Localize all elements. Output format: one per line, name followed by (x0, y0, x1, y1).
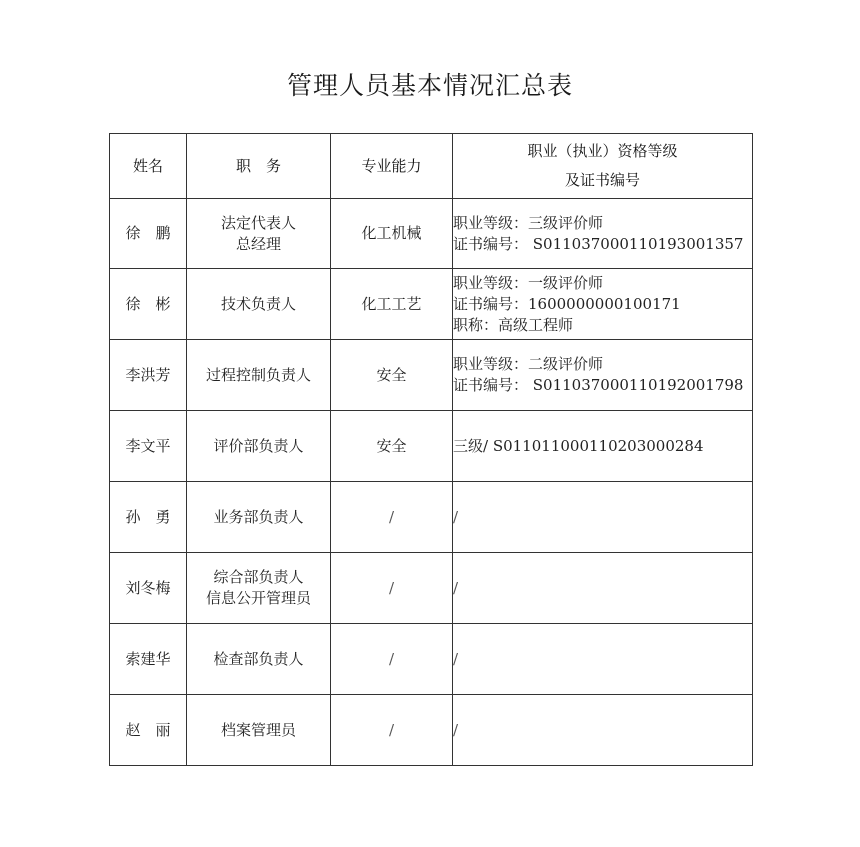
cert-line: / (453, 507, 459, 526)
header-specialty: 专业能力 (331, 134, 453, 199)
cell-role (187, 553, 331, 624)
cell-cert (453, 269, 753, 340)
header-role: 职 务 (187, 134, 331, 199)
cell-cert (453, 695, 753, 766)
role-line: 过程控制负责人 (205, 365, 311, 384)
cert-line: / (453, 649, 459, 668)
cert-line: 证书编号： S011037000110193001357 (453, 234, 744, 253)
role-line: 综合部负责人 (213, 568, 304, 586)
cell-name: 李文平 (110, 411, 187, 482)
table-row (110, 269, 753, 340)
cell-role (187, 695, 331, 766)
header-cert (453, 134, 753, 199)
management-summary-table (109, 133, 753, 766)
cell-specialty: / (331, 553, 453, 624)
cell-specialty: / (331, 695, 453, 766)
role-line: 信息公开管理员 (205, 589, 311, 607)
table-body (110, 199, 753, 766)
cert-line: 证书编号：1600000000100171 (453, 294, 681, 313)
cell-cert (453, 199, 753, 269)
role-line: 档案管理员 (220, 720, 296, 739)
cell-role (187, 411, 331, 482)
cell-cert (453, 553, 753, 624)
cell-cert (453, 624, 753, 695)
table-row (110, 695, 753, 766)
cell-name: 刘冬梅 (110, 553, 187, 624)
cell-name: 李洪芳 (110, 340, 187, 411)
cell-name: 索建华 (110, 624, 187, 695)
cell-cert (453, 411, 753, 482)
table-row (110, 411, 753, 482)
cell-specialty: 化工工艺 (331, 269, 453, 340)
table-row (110, 340, 753, 411)
table-row (110, 553, 753, 624)
cert-line: / (453, 578, 459, 597)
cell-name: 赵 丽 (110, 695, 187, 766)
role-line: 检查部负责人 (213, 649, 304, 668)
cert-line: 职称：高级工程师 (453, 315, 574, 334)
cert-line: 三级/ S011011000110203000284 (453, 436, 704, 455)
cell-name: 徐 彬 (110, 269, 187, 340)
cell-name: 孙 勇 (110, 482, 187, 553)
cert-line: 职业等级：三级评价师 (453, 213, 604, 232)
table-row (110, 624, 753, 695)
role-line: 总经理 (235, 234, 281, 253)
cell-role (187, 199, 331, 269)
role-line: 业务部负责人 (213, 507, 304, 526)
cell-specialty: 安全 (331, 411, 453, 482)
cell-role (187, 340, 331, 411)
cell-cert (453, 340, 753, 411)
table-row (110, 199, 753, 269)
cell-specialty: / (331, 482, 453, 553)
cell-specialty: 化工机械 (331, 199, 453, 269)
table-row (110, 482, 753, 553)
cell-cert (453, 482, 753, 553)
header-name: 姓名 (110, 134, 187, 199)
cell-role (187, 482, 331, 553)
cell-specialty: / (331, 624, 453, 695)
header-cert-line1: 职业（执业）资格等级 (527, 142, 678, 160)
cert-line: 职业等级：二级评价师 (453, 355, 604, 373)
cell-specialty: 安全 (331, 340, 453, 411)
cell-role (187, 624, 331, 695)
role-line: 技术负责人 (220, 294, 296, 313)
table-header-row (110, 134, 753, 199)
cert-line: 证书编号： S011037000110192001798 (453, 376, 744, 394)
page-title: 管理人员基本情况汇总表 (286, 71, 573, 100)
cell-name: 徐 鹏 (110, 199, 187, 269)
cell-role (187, 269, 331, 340)
cert-line: 职业等级：一级评价师 (453, 273, 604, 292)
header-cert-line2: 及证书编号 (564, 171, 640, 189)
role-line: 评价部负责人 (213, 436, 304, 455)
cert-line: / (453, 720, 459, 739)
role-line: 法定代表人 (220, 213, 296, 232)
